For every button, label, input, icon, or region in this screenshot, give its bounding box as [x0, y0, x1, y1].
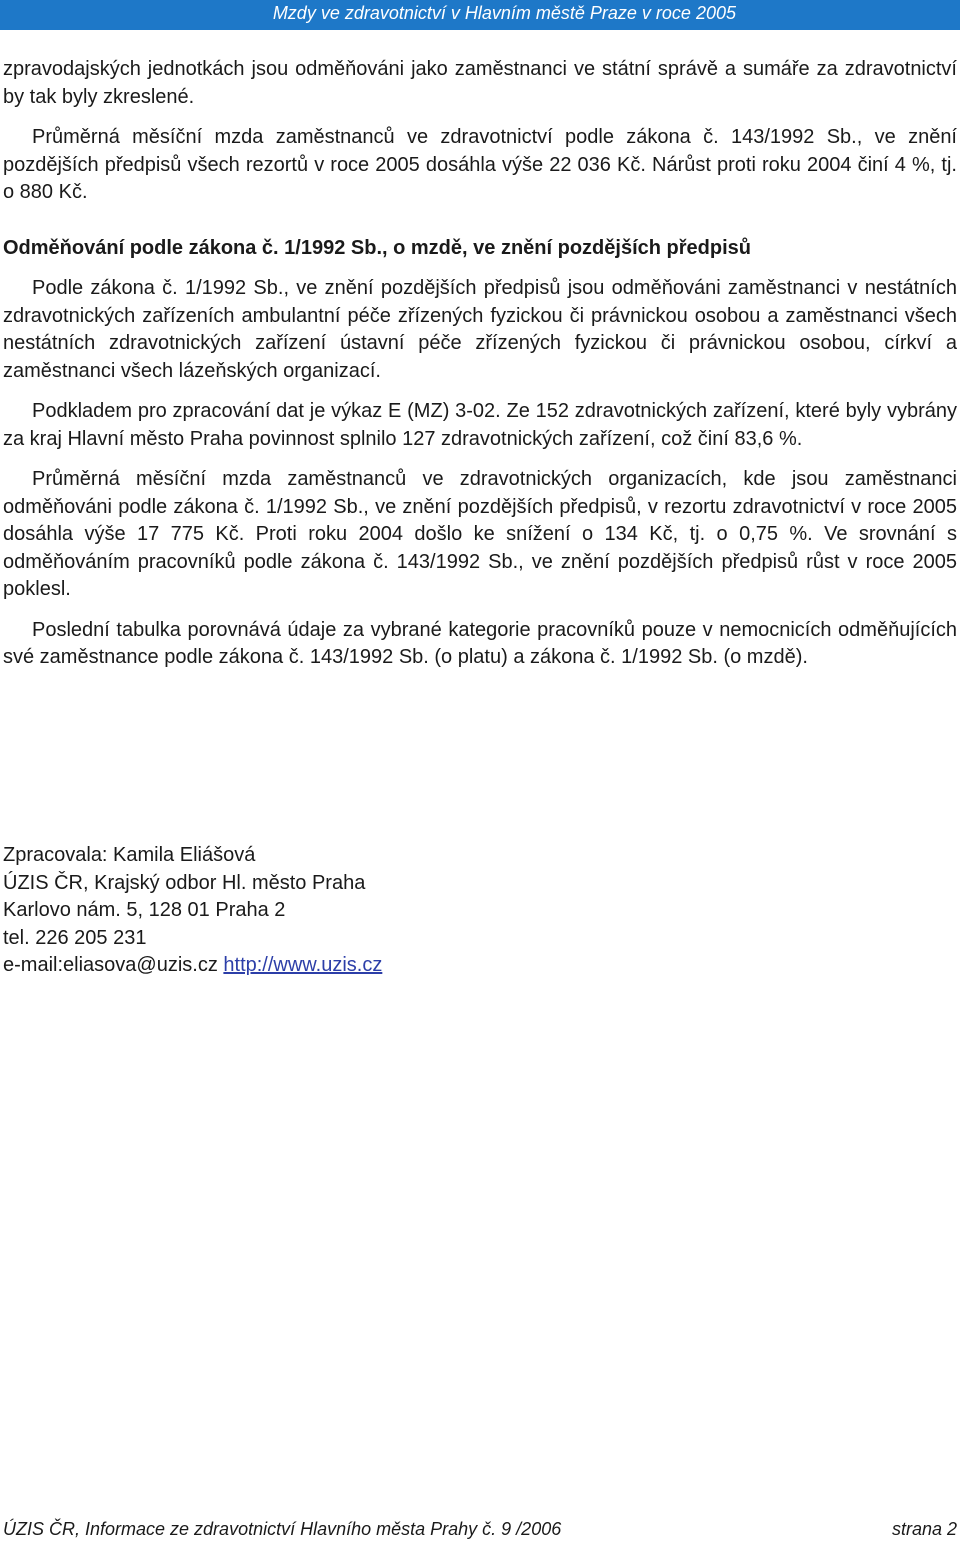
author-office: ÚZIS ČR, Krajský odbor Hl. město Praha [3, 871, 366, 894]
author-email: e-mail:eliasova@uzis.cz [3, 954, 218, 976]
paragraph-law-scope: Podle zákona č. 1/1992 Sb., ve znění pozdějších předpisů jsou odměňováni zaměstnanci v nestátních zdravotnických zařízeních ambulantní péče zřízených fyzickou či právnickou osobou a zaměstnanci všech nestátních zdravotnických zařízení ústavní péče zřízených fyzickou či právnickou osobou, církví a zaměstnanci všech lázeňských organizací. [3, 277, 957, 382]
page-footer [3, 1519, 957, 1540]
author-name: Zpracovala: Kamila Eliášová [3, 844, 256, 866]
paragraph-intro-continuation: zpravodajských jednotkách jsou odměňováni jako zaměstnanci ve státní správě a sumáře za zdravotnictví by tak byly zkreslené. [3, 58, 957, 108]
author-phone: tel. 226 205 231 [3, 926, 147, 949]
website-link[interactable]: http://www.uzis.cz [223, 954, 383, 976]
paragraph-average-wage-all: Průměrná měsíční mzda zaměstnanců ve zdravotnictví podle zákona č. 143/1992 Sb., ve znění pozdějších předpisů všech rezortů v roce 2005 dosáhla výše 22 036 Kč. Nárůst proti roku 2004 činí 4 %, tj. o 880 Kč. [3, 126, 957, 203]
author-address: Karlovo nám. 5, 128 01 Praha 2 [3, 899, 286, 921]
paragraph-last-table: Poslední tabulka porovnává údaje za vybrané kategorie pracovníků pouze v nemocnicích odměňujících své zaměstnance podle zákona č. 143/1992 Sb. (o platu) a zákona č. 1/1992 Sb. (o mzdě). [3, 618, 957, 668]
author-block [3, 842, 382, 980]
page-header-bar [0, 0, 960, 30]
document-body [3, 56, 957, 672]
footer-source: ÚZIS ČR, Informace ze zdravotnictví Hlavního města Prahy č. 9 /2006 [3, 1519, 562, 1539]
author-contact [3, 952, 382, 980]
section-heading: Odměňování podle zákona č. 1/1992 Sb., o mzdě, ve znění pozdějších předpisů [3, 236, 751, 259]
page-header-title: Mzdy ve zdravotnictví v Hlavním městě Praze v roce 2005 [272, 3, 736, 23]
page-number: strana 2 [891, 1519, 957, 1539]
paragraph-data-source: Podkladem pro zpracování dat je výkaz E (MZ) 3-02. Ze 152 zdravotnických zařízení, které byly vybrány za kraj Hlavní město Praha povinnost splnilo 127 zdravotnických zařízení, což činí 83,6 %. [3, 400, 957, 450]
paragraph-average-wage-private: Průměrná měsíční mzda zaměstnanců ve zdravotnických organizacích, kde jsou zaměstnanci odměňováni podle zákona č. 1/1992 Sb., ve znění pozdějších předpisů, v rezortu zdravotnictví v roce 2005 dosáhla výše 17 775 Kč. Proti roku 2004 došlo ke snížení o 134 Kč, tj. o 0,75 %. Ve srovnání s odměňováním pracovníků podle zákona č. 143/1992 Sb., ve znění pozdějších předpisů růst v roce 2005 poklesl. [3, 468, 957, 600]
